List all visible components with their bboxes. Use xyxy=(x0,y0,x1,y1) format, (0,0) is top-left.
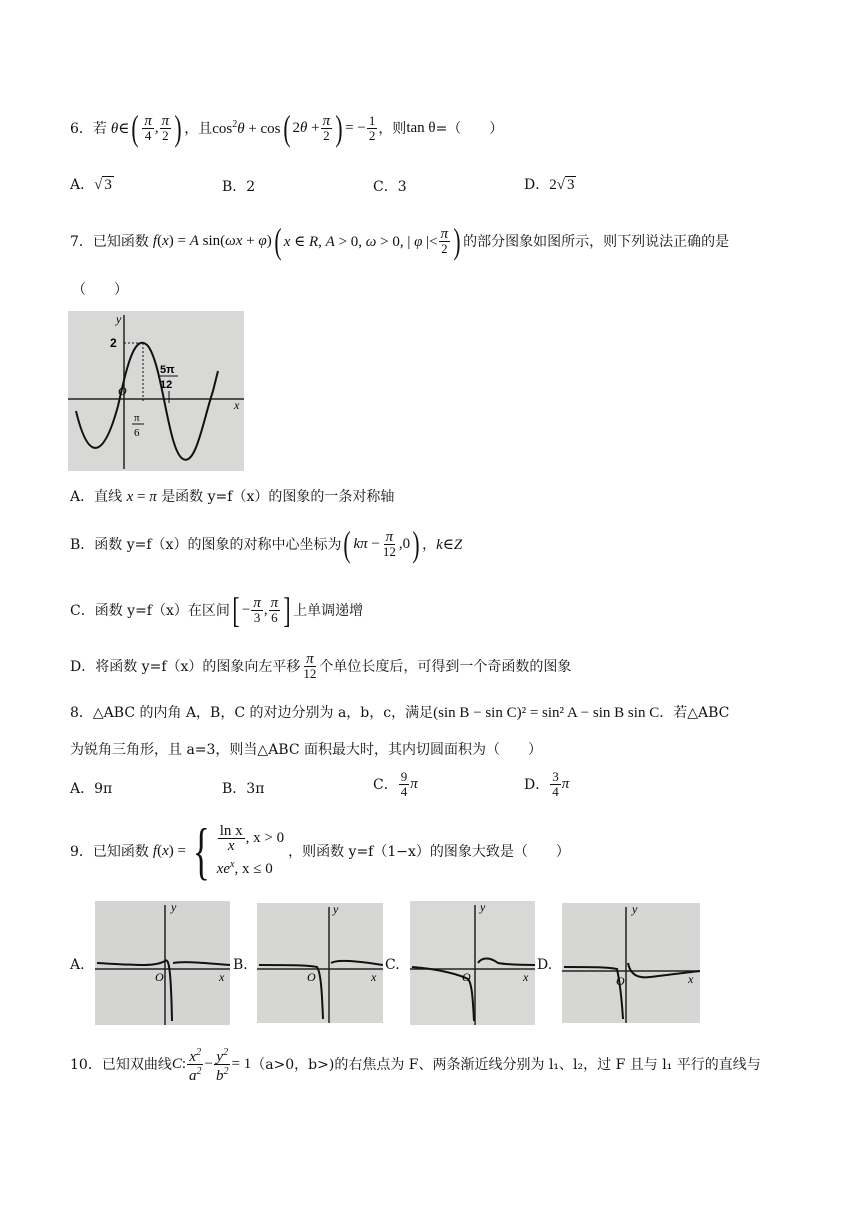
q9-cases: $\frac{\text{ln x}}{x}$ , x > 0 $xe^x$, x ≤ 0 xyxy=(216,823,285,877)
svg-text:O: O xyxy=(462,970,471,984)
q7-graph-pi-label: π xyxy=(134,412,140,424)
svg-text:y: y xyxy=(480,901,486,914)
q9-label-b: B. xyxy=(233,957,248,973)
q6-option-b: B．2 xyxy=(222,179,256,195)
q9-graph-c xyxy=(410,901,535,1025)
q7-graph-image xyxy=(68,311,244,471)
q6-option-c: C．3 xyxy=(373,179,407,195)
svg-text:y: y xyxy=(171,901,177,914)
svg-text:x: x xyxy=(688,972,694,986)
q6-and: ，且 xyxy=(184,121,213,137)
q9-label-c: C. xyxy=(385,957,400,973)
q8-option-c: C． $\frac{9}{4}$ π xyxy=(373,768,418,799)
q6-equation: $\cos^2\theta + \cos$ xyxy=(212,118,281,137)
q6-then: ，则 xyxy=(378,121,407,137)
q7-option-d: D．将函数 y=f（x）的图象向左平移 $\frac{\pi}{12}$ 个单位长度后，可得到一个奇函数的图象 xyxy=(70,650,572,681)
q6-option-d: D．2√ 3 xyxy=(524,177,575,193)
q8-option-d: D． $\frac{3}{4}$ π xyxy=(524,768,570,799)
q9-brace: { xyxy=(192,815,210,886)
svg-text:y: y xyxy=(333,903,339,916)
q6-theta-in: θ∈ xyxy=(110,120,130,137)
q6-number: 6．若 xyxy=(70,121,107,137)
svg-text:O: O xyxy=(616,974,625,988)
q7-function: f(x) = A sin(ωx + φ) xyxy=(152,232,272,249)
q7-option-b: B．函数 y=f（x）的图象的对称中心坐标为 ( kπ − $\frac{\pi}{12}$ ,0 ) ， k∈Z xyxy=(70,524,463,564)
q10-hyperbola: C xyxy=(171,1055,182,1072)
q8-line2: 为锐角三角形，且 a=3，则当△ABC 面积最大时，其内切圆面积为（ ） xyxy=(70,742,543,758)
q7-blank: （ ） xyxy=(72,282,128,298)
q7-option-c: C．函数 y=f（x）在区间 [ − $\frac{\pi}{3}$ , $\frac{\pi}{6}$ ] 上单调递增 xyxy=(70,590,364,630)
svg-text:y: y xyxy=(632,903,638,916)
q7-sine-graph xyxy=(68,311,244,471)
q8-option-a: A．9π xyxy=(70,781,113,797)
q9-label-d: D. xyxy=(537,957,553,973)
svg-text:x: x xyxy=(371,970,377,984)
q7-number: 7．已知函数 xyxy=(70,234,149,250)
q6-stem: 6．若 θ∈ ( $\frac{\pi}{4}$ , $\frac{\pi}{2}$ ) ，且 $\cos^2\theta + \cos$ ( 2θ + $\frac{\pi}{2}$ ) = − $\frac{1}{2}$ ，则 tan θ =（ ） xyxy=(70,108,504,148)
q7-graph-origin: O xyxy=(118,384,127,398)
svg-text:x: x xyxy=(219,970,225,984)
q6-blank: =（ ） xyxy=(435,121,504,137)
q7-option-a: A．直线 x = π 是函数 y=f（x）的图象的一条对称轴 xyxy=(70,489,395,505)
q7-graph-6-label: 6 xyxy=(134,427,140,439)
q7-graph-5pi-label: 5π xyxy=(160,364,175,376)
q10-stem: 10．已知双曲线 C : $\frac{x^2}{a^2}$ − $\frac{y^2}{b^2}$ = 1 （a>0，b>)的右焦点为 F、两条渐近线分别为 l₁、l₂，过 F 且与 l₁ 平行的直线与 xyxy=(70,1046,761,1084)
q9-label-a: A. xyxy=(70,957,85,973)
q9-stem: 9．已知函数 f(x) = { $\frac{\text{ln x}}{x}$ , x > 0 $xe^x$, x ≤ 0 ，则函数 y=f（1−x）的图象大致是（ ） xyxy=(70,815,570,886)
q7-graph-x-label: x xyxy=(234,398,240,412)
q8-option-b: B．3π xyxy=(222,781,265,797)
q9-graph-b xyxy=(257,903,383,1023)
q6-frac-pi2: $\frac{\pi}{2}$ xyxy=(161,112,170,143)
q6-paren-left: ( xyxy=(131,108,140,148)
q7-tail: 的部分图象如图所示，则下列说法正确的是 xyxy=(463,234,730,250)
q6-tan: tan θ xyxy=(406,119,436,136)
svg-text:x: x xyxy=(523,970,529,984)
svg-text:O: O xyxy=(307,970,316,984)
q6-option-a: A．√ 3 xyxy=(70,177,112,193)
svg-text:O: O xyxy=(155,970,164,984)
q7-graph-y-label: y xyxy=(116,312,122,326)
q7-graph-12-label: 12 xyxy=(160,379,173,391)
q7-stem: 7．已知函数 f(x) = A sin(ωx + φ) ( x ∈ R, A > 0, ω > 0, | φ |< $\frac{\pi}{2}$ ) 的部分图象如图所示，则下列说法正确的是 xyxy=(70,221,730,261)
q7-graph-two: 2 xyxy=(110,336,117,350)
q6-frac-pi4: $\frac{\pi}{4}$ xyxy=(144,112,152,143)
q6-paren-right: ) xyxy=(174,108,182,148)
q8-line1: 8．△ABC 的内角 A，B，C 的对边分别为 a，b，c，满足(sin B − sin C)² = sin² A − sin B sin C．若△ABC xyxy=(70,705,730,721)
q9-graph-a xyxy=(95,901,230,1025)
q9-graph-d xyxy=(562,903,700,1023)
